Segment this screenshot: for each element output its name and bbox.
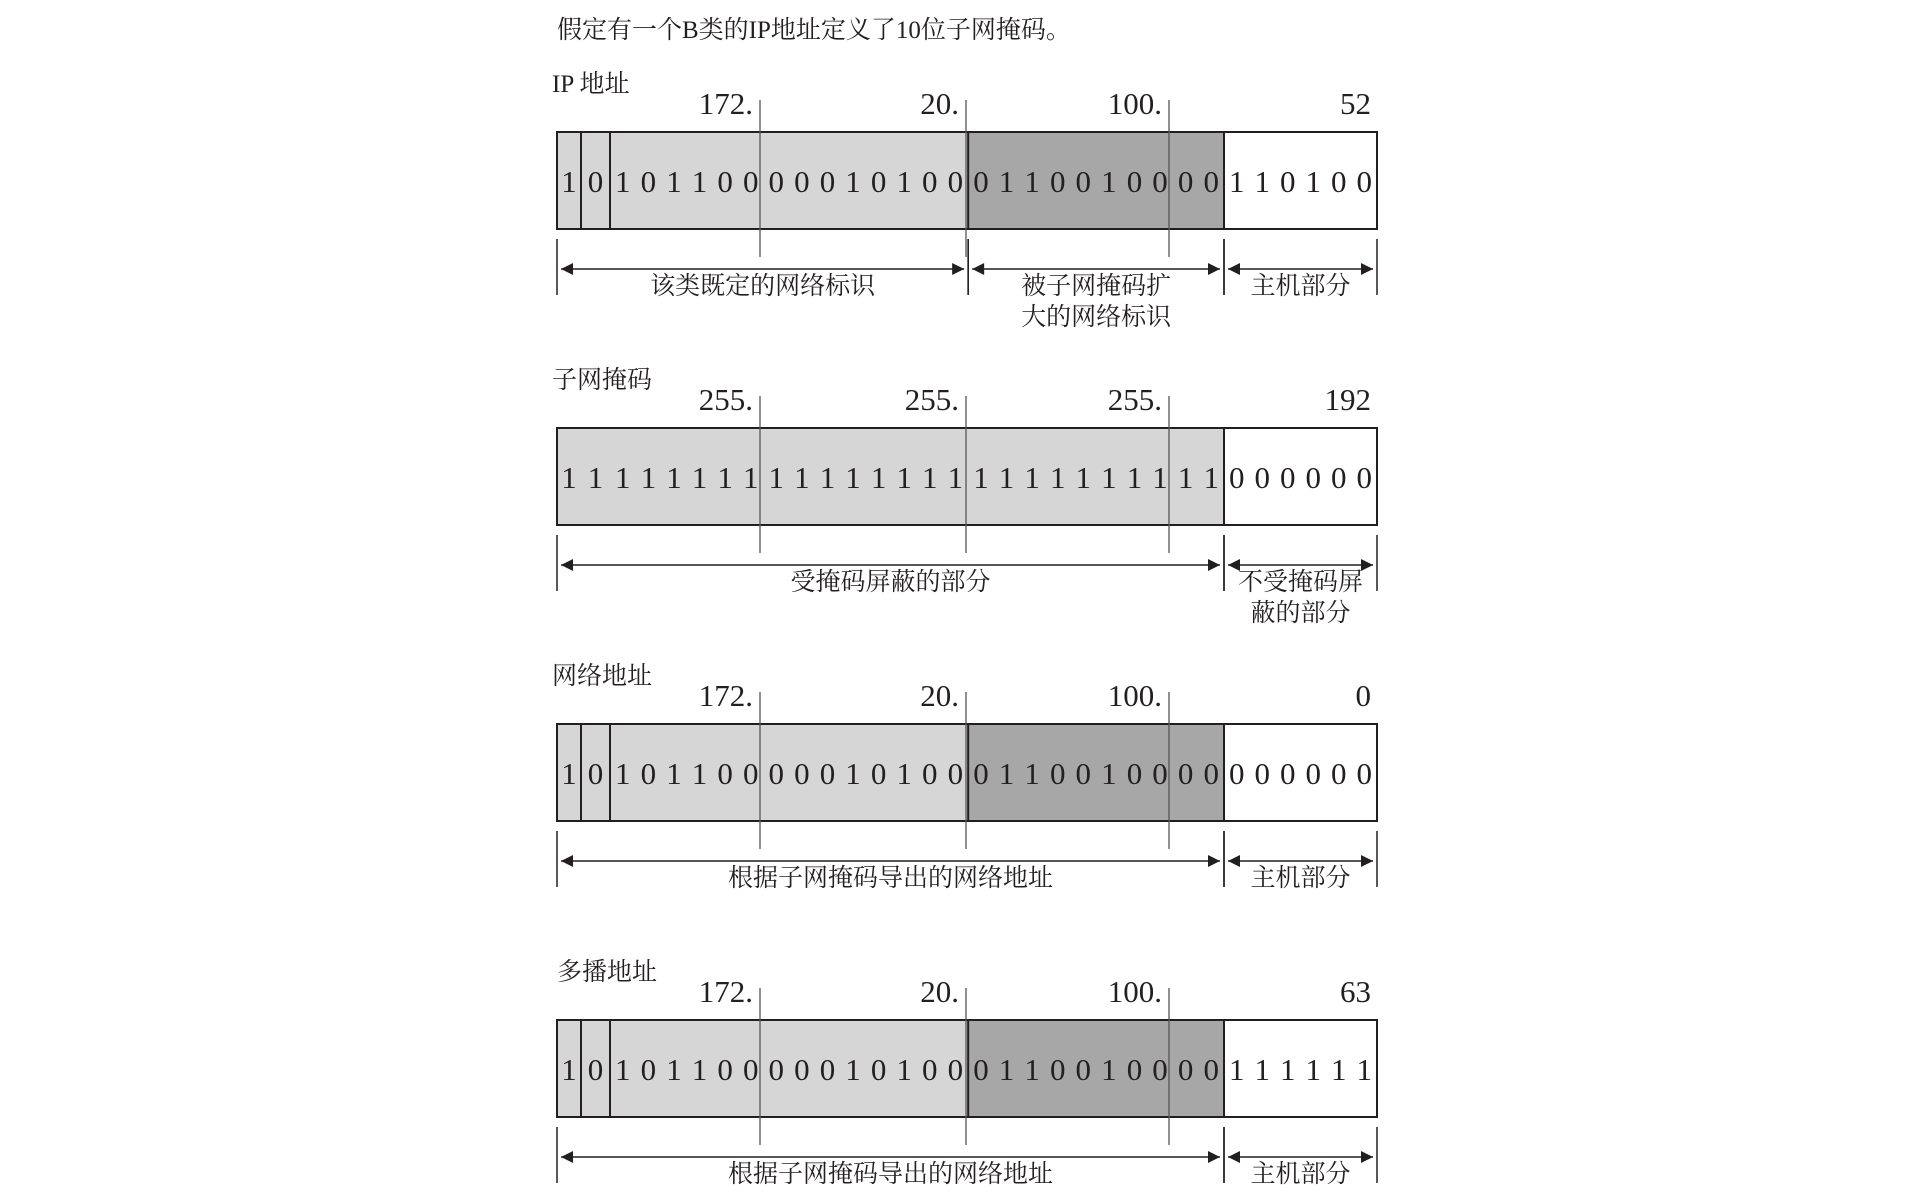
section-3-bit: 0 [1254, 756, 1270, 791]
section-4-title: 多播地址 [557, 959, 658, 986]
section-3-bit: 0 [922, 756, 938, 791]
section-3-bit: 1 [998, 756, 1015, 791]
section-2-bit: 1 [742, 460, 759, 495]
section-2-range-label [1224, 567, 1377, 629]
section-3-bit: 1 [1101, 756, 1117, 791]
section-2-bit: 1 [1075, 460, 1092, 495]
section-2-bit: 1 [1049, 460, 1066, 495]
section-1-bit: 0 [768, 164, 785, 199]
section-1-octet-label: 20. [920, 86, 959, 121]
section-2-bit: 0 [1254, 460, 1270, 495]
section-2-bit: 1 [1126, 460, 1143, 495]
section-3-octet-label: 100. [1107, 678, 1162, 713]
section-3-bit: 0 [717, 756, 733, 791]
section-3-bit: 0 [768, 756, 785, 791]
section-2-bit: 1 [666, 460, 682, 495]
section-1-bit: 0 [794, 164, 810, 199]
section-1-bit: 1 [1101, 164, 1117, 199]
section-1-bit: 0 [1203, 164, 1219, 199]
section-3-bit: 0 [1331, 756, 1347, 791]
section-1-bit: 1 [998, 164, 1015, 199]
section-1-bit: 1 [615, 164, 631, 199]
section-4-bit: 0 [922, 1052, 938, 1087]
section-4-bit: 0 [1177, 1052, 1194, 1087]
section-4-bit: 1 [1305, 1052, 1321, 1087]
section-1-bit: 0 [1126, 164, 1143, 199]
section-3-bit: 1 [896, 756, 912, 791]
section-1-bit: 0 [947, 164, 964, 199]
section-2-bit: 0 [1331, 460, 1347, 495]
section-3-octet-label: 172. [698, 678, 753, 713]
section-1-bit: 0 [1152, 164, 1168, 199]
section-4-bit: 0 [587, 1052, 604, 1087]
intro-text: 假定有一个B类的IP地址定义了10位子网掩码。 [557, 17, 1071, 44]
section-2-bit: 1 [896, 460, 912, 495]
section-1-bit: 0 [742, 164, 759, 199]
section-4-bit: 0 [640, 1052, 657, 1087]
section-1-bit: 0 [587, 164, 604, 199]
section-2-range-label-line: 不受掩码屏 [1237, 569, 1363, 596]
section-2-octet-label: 255. [904, 382, 959, 417]
section-3-bit: 0 [1177, 756, 1194, 791]
section-2-title: 子网掩码 [552, 367, 653, 394]
section-3-title: 网络地址 [552, 663, 653, 690]
section-1-title: IP 地址 [552, 71, 630, 98]
section-3-range-label [557, 863, 1224, 894]
section-2-bit: 1 [922, 460, 938, 495]
section-2-bit: 1 [768, 460, 785, 495]
section-2-bit: 1 [819, 460, 836, 495]
section-4-bit: 0 [1203, 1052, 1219, 1087]
section-3-bit: 0 [794, 756, 810, 791]
section-3-bit: 1 [561, 756, 577, 791]
section-1-bit: 1 [666, 164, 682, 199]
section-3-bit: 0 [973, 756, 989, 791]
section-3-bit: 0 [1305, 756, 1321, 791]
section-4-bit: 1 [845, 1052, 861, 1087]
section-2-bit: 1 [561, 460, 577, 495]
section-3-bit: 0 [1229, 756, 1245, 791]
section-1-host-fill [1224, 132, 1377, 229]
section-3-bit: 0 [1280, 756, 1296, 791]
section-1-bit: 0 [870, 164, 887, 199]
section-4-bit: 0 [1049, 1052, 1066, 1087]
section-1-range-label-line: 被子网掩码扩 [1021, 273, 1172, 300]
section-2-octet-label: 255. [698, 382, 753, 417]
section-4-range-label [557, 1159, 1224, 1190]
section-2-bit: 1 [845, 460, 861, 495]
section-1-range-label-line: 该类既定的网络标识 [650, 273, 876, 300]
section-3-bit: 0 [587, 756, 604, 791]
section-4-octet-label: 172. [698, 974, 753, 1009]
section-4-octet-label: 63 [1340, 974, 1371, 1009]
section-2-octet-label: 255. [1107, 382, 1162, 417]
section-4-bit: 1 [1254, 1052, 1270, 1087]
section-2-bit: 1 [1152, 460, 1168, 495]
section-2-bit: 1 [1203, 460, 1219, 495]
section-1-bit: 0 [640, 164, 657, 199]
section-3-range-label-line: 根据子网掩码导出的网络地址 [727, 865, 1053, 892]
section-1-bit: 0 [1331, 164, 1347, 199]
section-4-bit: 1 [1331, 1052, 1347, 1087]
section-1-bit: 1 [1229, 164, 1245, 199]
section-1-bit: 0 [1356, 164, 1372, 199]
section-4-range-label-line: 根据子网掩码导出的网络地址 [727, 1161, 1053, 1188]
section-3-octet-label: 0 [1355, 678, 1371, 713]
section-4-bit: 0 [973, 1052, 989, 1087]
section-1-bit: 0 [819, 164, 836, 199]
section-2-bit: 1 [1024, 460, 1040, 495]
section-2-bit: 1 [1101, 460, 1117, 495]
section-4-bit: 1 [1356, 1052, 1372, 1087]
section-3-bit: 1 [845, 756, 861, 791]
section-3-octet-label: 20. [920, 678, 959, 713]
section-2-bit: 1 [1177, 460, 1194, 495]
section-1-bit: 0 [922, 164, 938, 199]
section-4-bit: 1 [615, 1052, 631, 1087]
section-2-bit: 1 [973, 460, 989, 495]
section-4-octet-label: 20. [920, 974, 959, 1009]
section-1-range-label-line: 主机部分 [1250, 273, 1351, 300]
section-3-bit: 0 [819, 756, 836, 791]
section-4-bit: 1 [896, 1052, 912, 1087]
section-1-bit: 0 [1075, 164, 1092, 199]
section-1-bit: 0 [717, 164, 733, 199]
section-3-bit: 1 [691, 756, 708, 791]
section-3-bit: 1 [615, 756, 631, 791]
section-4-bit: 0 [1075, 1052, 1092, 1087]
section-4-bit: 1 [1280, 1052, 1296, 1087]
section-4-bit: 1 [691, 1052, 708, 1087]
section-1-bit: 1 [1305, 164, 1321, 199]
section-4-bit: 1 [1229, 1052, 1245, 1087]
section-1-octet-label: 52 [1340, 86, 1371, 121]
section-4-bit: 1 [1101, 1052, 1117, 1087]
section-4-bit: 1 [561, 1052, 577, 1087]
section-4-octet-label: 100. [1107, 974, 1162, 1009]
section-4-bit: 0 [794, 1052, 810, 1087]
section-2-range-label [557, 567, 1224, 598]
section-3-bit: 0 [1049, 756, 1066, 791]
section-3-bit: 0 [1356, 756, 1372, 791]
section-2-bit: 1 [870, 460, 887, 495]
section-3-bit: 0 [1126, 756, 1143, 791]
section-4-bit: 0 [742, 1052, 759, 1087]
section-3-bit: 1 [666, 756, 682, 791]
section-4-bit: 0 [819, 1052, 836, 1087]
section-4-bit: 1 [666, 1052, 682, 1087]
section-3-range-label-line: 主机部分 [1250, 865, 1351, 892]
section-2-bit: 1 [947, 460, 964, 495]
section-3-host-fill [1224, 724, 1377, 821]
section-4-host-fill [1224, 1020, 1377, 1117]
section-1-bit: 0 [1049, 164, 1066, 199]
section-2-bit: 1 [691, 460, 708, 495]
section-3-bit: 0 [1075, 756, 1092, 791]
section-4-range-label [1224, 1159, 1377, 1190]
section-1-range-label-line: 大的网络标识 [1021, 304, 1172, 331]
section-3-bit: 1 [1024, 756, 1040, 791]
section-4-bit: 0 [717, 1052, 733, 1087]
section-2-bit: 0 [1229, 460, 1245, 495]
section-3-range-label [1224, 863, 1377, 894]
section-2-bit: 1 [587, 460, 604, 495]
section-1-bit: 1 [691, 164, 708, 199]
section-1-bit: 0 [1177, 164, 1194, 199]
section-1-bit: 1 [845, 164, 861, 199]
section-4-bit: 0 [1126, 1052, 1143, 1087]
section-1-bit: 1 [896, 164, 912, 199]
section-1-octet-label: 172. [698, 86, 753, 121]
section-4-bit: 0 [870, 1052, 887, 1087]
section-3-bit: 0 [1152, 756, 1168, 791]
section-2-bit: 1 [640, 460, 657, 495]
section-1-range-label [968, 271, 1224, 333]
section-3-bit: 0 [640, 756, 657, 791]
section-4-bit: 0 [947, 1052, 964, 1087]
section-2-bit: 0 [1305, 460, 1321, 495]
section-1-octet-label: 100. [1107, 86, 1162, 121]
section-3-bit: 0 [1203, 756, 1219, 791]
section-1-bit: 0 [1280, 164, 1296, 199]
section-2-bit: 0 [1280, 460, 1296, 495]
section-2-bit: 1 [998, 460, 1015, 495]
section-2-range-label-line: 蔽的部分 [1250, 600, 1351, 627]
section-4-range-label-line: 主机部分 [1250, 1161, 1351, 1188]
section-2-bit: 1 [615, 460, 631, 495]
section-1-range-label [1224, 271, 1377, 302]
section-1-bit: 1 [561, 164, 577, 199]
section-2-bit: 1 [717, 460, 733, 495]
section-1-bit: 0 [973, 164, 989, 199]
section-4-bit: 1 [998, 1052, 1015, 1087]
section-2-range-label-line: 受掩码屏蔽的部分 [790, 569, 991, 596]
section-2-bit: 1 [794, 460, 810, 495]
section-1-range-label [557, 271, 968, 302]
section-2-unmasked-fill [1224, 428, 1377, 525]
section-1-bit: 1 [1024, 164, 1040, 199]
section-4-bit: 0 [768, 1052, 785, 1087]
section-2-masked-fill [557, 428, 1224, 525]
section-3-bit: 0 [947, 756, 964, 791]
section-4-bit: 1 [1024, 1052, 1040, 1087]
section-3-bit: 0 [742, 756, 759, 791]
section-3-bit: 0 [870, 756, 887, 791]
section-1-bit: 1 [1254, 164, 1270, 199]
section-2-octet-label: 192 [1324, 382, 1371, 417]
section-2-bit: 0 [1356, 460, 1372, 495]
section-4-bit: 0 [1152, 1052, 1168, 1087]
